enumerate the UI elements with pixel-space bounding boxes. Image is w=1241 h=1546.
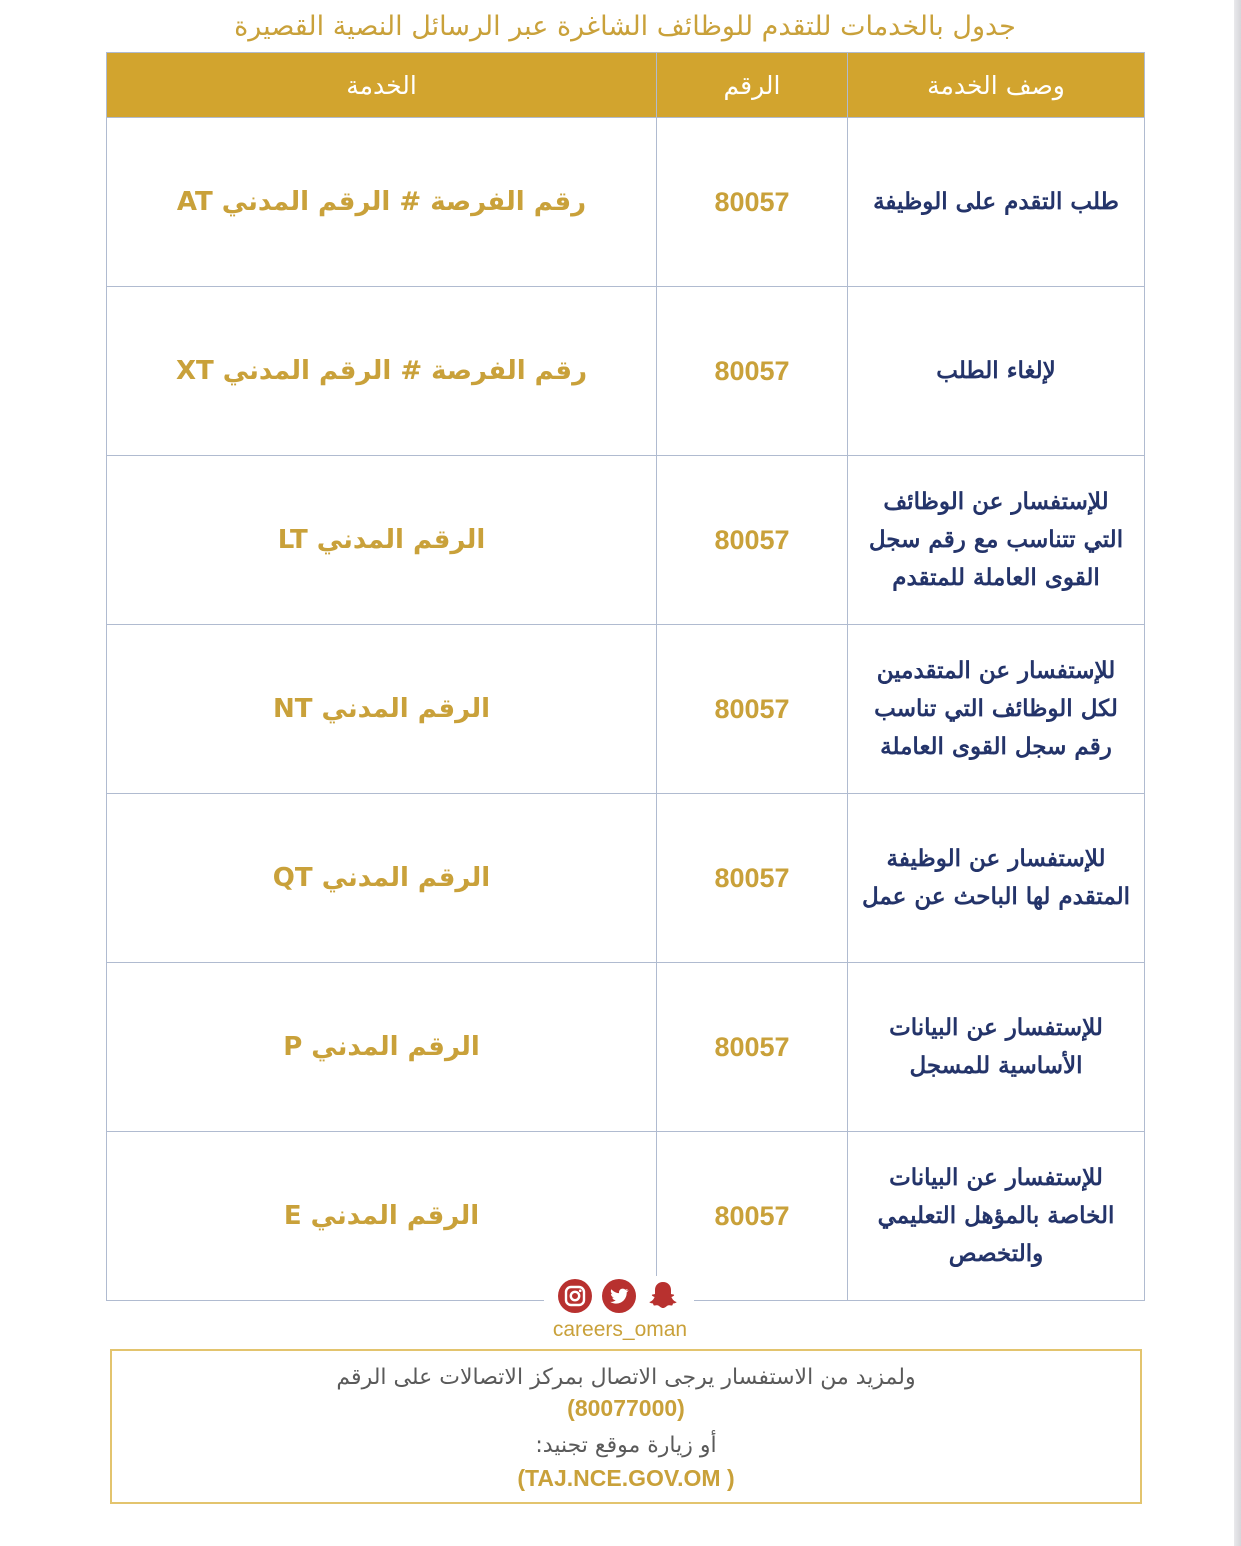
table-row (107, 287, 1145, 456)
description-line: لكل الوظائف التي تناسب (874, 695, 1118, 722)
contact-website[interactable]: (TAJ.NCE.GOV.OM ) (517, 1465, 735, 1491)
description-line: الخاصة بالمؤهل التعليمي (877, 1202, 1115, 1229)
description-line: للإستفسار عن البيانات (889, 1014, 1103, 1041)
description-line: لإلغاء الطلب (936, 357, 1056, 384)
header-service: الخدمة (107, 53, 657, 118)
description-line: التي تتناسب مع رقم سجل (868, 526, 1124, 553)
contact-box (110, 1349, 1142, 1504)
sms-number: 80057 (657, 456, 848, 625)
social-icons (544, 1276, 694, 1316)
contact-text: ولمزيد من الاستفسار يرجى الاتصال بمركز الاتصالات على الرقم (336, 1365, 916, 1390)
social-handle[interactable]: careers_oman (552, 1318, 688, 1341)
service-description (848, 287, 1145, 456)
description-line: للإستفسار عن الوظيفة (886, 845, 1106, 872)
sms-code: رقم الفرصة # الرقم المدني AT (107, 118, 657, 287)
table-row (107, 625, 1145, 794)
sms-number: 80057 (657, 625, 848, 794)
table-row (107, 118, 1145, 287)
service-description (848, 118, 1145, 287)
service-description (848, 963, 1145, 1132)
sms-number: 80057 (657, 118, 848, 287)
description-line: للإستفسار عن الوظائف (883, 488, 1109, 515)
table-row (107, 963, 1145, 1132)
table-row (107, 794, 1145, 963)
page-edge-shadow (1234, 0, 1241, 1546)
services-table (106, 52, 1145, 1301)
description-line: القوى العاملة للمتقدم (892, 564, 1100, 591)
sms-code: الرقم المدني LT (107, 456, 657, 625)
description-line: للإستفسار عن البيانات (889, 1164, 1103, 1191)
service-description (848, 794, 1145, 963)
description-line: رقم سجل القوى العاملة (880, 733, 1112, 760)
snapchat-icon[interactable] (646, 1279, 680, 1313)
description-line: طلب التقدم على الوظيفة (873, 188, 1119, 215)
header-description: وصف الخدمة (848, 53, 1145, 118)
service-description (848, 456, 1145, 625)
description-line: الأساسية للمسجل (909, 1052, 1083, 1079)
sms-code: الرقم المدني NT (107, 625, 657, 794)
contact-website-text: أو زيارة موقع تجنيد: (535, 1433, 717, 1458)
sms-number: 80057 (657, 794, 848, 963)
description-line: والتخصص (948, 1240, 1044, 1267)
sms-number: 80057 (657, 287, 848, 456)
instagram-icon[interactable] (558, 1279, 592, 1313)
description-line: للإستفسار عن المتقدمين (876, 657, 1116, 684)
header-number: الرقم (657, 53, 848, 118)
page-title: جدول بالخدمات للتقدم للوظائف الشاغرة عبر الرسائل النصية القصيرة (234, 11, 1016, 42)
sms-code: الرقم المدني QT (107, 794, 657, 963)
service-description (848, 625, 1145, 794)
sms-code: الرقم المدني P (107, 963, 657, 1132)
table-header-row (107, 53, 1145, 118)
service-description (848, 1132, 1145, 1301)
sms-number: 80057 (657, 963, 848, 1132)
twitter-icon[interactable] (602, 1279, 636, 1313)
sms-number: 80057 (657, 1132, 848, 1301)
sms-code: الرقم المدني E (107, 1132, 657, 1301)
description-line: المتقدم لها الباحث عن عمل (861, 883, 1131, 910)
sms-code: رقم الفرصة # الرقم المدني XT (107, 287, 657, 456)
contact-phone[interactable]: (80077000) (567, 1395, 685, 1421)
table-row (107, 456, 1145, 625)
